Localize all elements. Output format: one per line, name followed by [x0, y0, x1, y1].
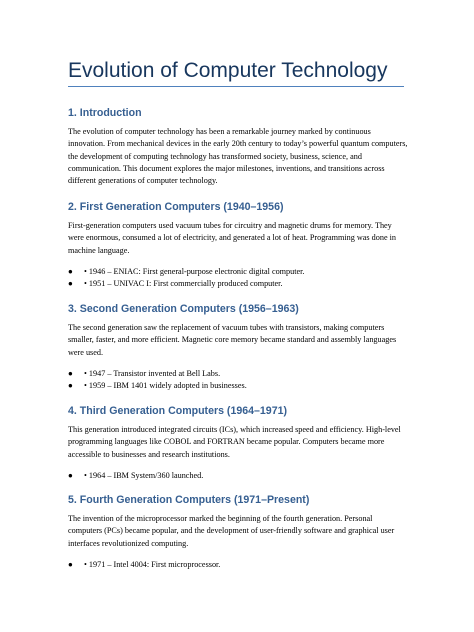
list-item-text: • 1971 – Intel 4004: First microprocessor.: [84, 559, 221, 569]
milestone-list: [68, 470, 408, 482]
section-third-generation: [68, 404, 408, 482]
list-item: [68, 266, 408, 278]
bullet-icon: ●: [68, 559, 73, 569]
section-paragraph: The evolution of computer technology has been a remarkable journey marked by continuous innovation. From mechanical devices in the early 20th century to today’s powerful quantum computers, the development of computing technology has transformed society, business, science, and communication. This document explores the major milestones, inventions, and transitions across different generations of computer technology.: [68, 127, 408, 186]
list-item-text: • 1951 – UNIVAC I: First commercially produced computer.: [84, 279, 283, 289]
section-heading: 1. Introduction: [68, 107, 142, 119]
section-paragraph: The invention of the microprocessor marked the beginning of the fourth generation. Personal computers (PCs) became popular, and the development of user-friendly software and graphical user interfaces revolutionized computing.: [68, 514, 395, 548]
bullet-icon: ●: [68, 381, 73, 391]
list-item: [68, 380, 408, 392]
bullet-icon: ●: [68, 279, 73, 289]
milestone-list: [68, 559, 408, 571]
list-item-text: • 1964 – IBM System/360 launched.: [84, 470, 204, 480]
section-paragraph: First-generation computers used vacuum tubes for circuitry and magnetic drums for memory. They were enormous, consumed a lot of electricity, and generated a lot of heat. Programming was done in machine language.: [68, 221, 396, 255]
list-item-text: • 1946 – ENIAC: First general-purpose electronic digital computer.: [84, 266, 305, 276]
section-first-generation: [68, 200, 408, 290]
bullet-icon: ●: [68, 266, 73, 276]
section-heading: 4. Third Generation Computers (1964–1971): [68, 405, 288, 417]
milestone-list: [68, 368, 408, 393]
title-underline: [68, 86, 404, 87]
bullet-icon: ●: [68, 470, 73, 480]
section-fourth-generation: [68, 493, 408, 571]
section-introduction: [68, 106, 408, 187]
document-title: Evolution of Computer Technology: [68, 59, 388, 82]
section-paragraph: The second generation saw the replacement of vacuum tubes with transistors, making computers smaller, faster, and more efficient. Magnetic core memory became standard and assembly languages were used.: [68, 323, 397, 357]
list-item: [68, 368, 408, 380]
section-heading: 2. First Generation Computers (1940–1956): [68, 201, 284, 213]
section-heading: 5. Fourth Generation Computers (1971–Present): [68, 494, 310, 506]
section-heading: 3. Second Generation Computers (1956–1963): [68, 303, 299, 315]
section-paragraph: This generation introduced integrated circuits (ICs), which increased speed and efficiency. High-level programming languages like COBOL and FORTRAN became popular. Computers became more accessible to businesses and research institutions.: [68, 425, 401, 459]
section-second-generation: [68, 302, 408, 392]
bullet-icon: ●: [68, 368, 73, 378]
milestone-list: [68, 266, 408, 291]
list-item: [68, 559, 408, 571]
list-item-text: • 1959 – IBM 1401 widely adopted in businesses.: [84, 381, 247, 391]
list-item: [68, 278, 408, 290]
list-item: [68, 470, 408, 482]
list-item-text: • 1947 – Transistor invented at Bell Labs.: [84, 368, 221, 378]
